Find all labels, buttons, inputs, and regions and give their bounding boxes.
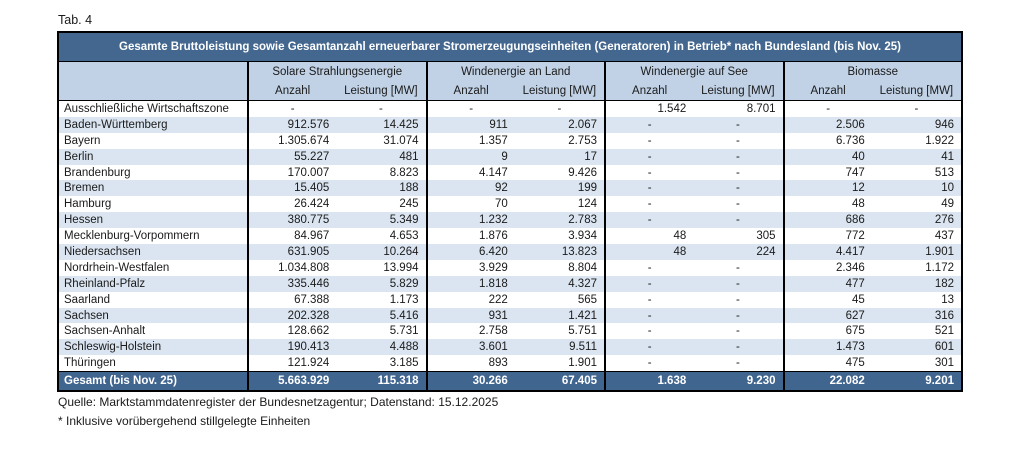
cell-value: 477 xyxy=(783,276,872,292)
cell-value: 946 xyxy=(934,118,954,131)
cell-value: 305 xyxy=(756,230,776,243)
column-sub-header: Leistung [MW] xyxy=(701,85,775,97)
cell-value: 335.446 xyxy=(247,276,336,292)
cell-value: - xyxy=(735,166,740,179)
cell-value: 2.346 xyxy=(783,260,872,276)
cell-value: 4.488 xyxy=(389,341,419,354)
column-sub-header: Leistung [MW] xyxy=(522,85,597,97)
cell-value: 893 xyxy=(426,355,515,371)
cell-value: 1.876 xyxy=(426,228,515,244)
cell-value: 41 xyxy=(941,150,954,163)
cell-value: - xyxy=(604,196,693,212)
cell-value: 124 xyxy=(577,198,597,211)
cell-value: 224 xyxy=(756,245,776,258)
cell-value: - xyxy=(604,133,693,149)
cell-value: 5.829 xyxy=(389,277,419,290)
cell-value: 5.751 xyxy=(568,325,597,338)
cell-value: - xyxy=(735,357,740,370)
cell-value: 6.420 xyxy=(426,244,515,260)
cell-value: - xyxy=(735,118,740,131)
cell-value: - xyxy=(735,341,740,354)
column-sub-header: Anzahl xyxy=(783,82,872,100)
header-bundesland-cell xyxy=(59,62,247,100)
cell-value: - xyxy=(735,261,740,274)
cell-value: 10 xyxy=(941,182,954,195)
cell-value: 1.172 xyxy=(925,261,954,274)
cell-value: 222 xyxy=(426,292,515,308)
cell-value: 5.349 xyxy=(389,214,419,227)
column-group-header: Solare Strahlungsenergie xyxy=(247,62,426,82)
cell-value: 1.922 xyxy=(925,134,954,147)
cell-value: 931 xyxy=(426,308,515,324)
cell-value: 182 xyxy=(934,277,954,290)
cell-value: 70 xyxy=(426,196,515,212)
row-label: Schleswig-Holstein xyxy=(64,341,162,354)
cell-value: 1.034.808 xyxy=(247,260,336,276)
cell-value: 31.074 xyxy=(383,134,419,147)
cell-value: 1.901 xyxy=(925,245,954,258)
total-cell-value: 1.638 xyxy=(604,372,693,390)
cell-value: - xyxy=(735,182,740,195)
cell-value: - xyxy=(735,214,740,227)
cell-value: 26.424 xyxy=(247,196,336,212)
cell-value: 40 xyxy=(783,149,872,165)
row-label: Nordrhein-Westfalen xyxy=(64,261,170,274)
table-row xyxy=(59,117,961,133)
cell-value: 190.413 xyxy=(247,339,336,355)
cell-value: 5.731 xyxy=(389,325,419,338)
cell-value: 9.426 xyxy=(568,166,597,179)
cell-value: 2.783 xyxy=(568,214,597,227)
cell-value: 1.357 xyxy=(426,133,515,149)
row-label: Thüringen xyxy=(64,357,116,370)
cell-value: 3.929 xyxy=(426,260,515,276)
cell-value: 1.818 xyxy=(426,276,515,292)
cell-value: - xyxy=(604,276,693,292)
table-row xyxy=(59,149,961,165)
cell-value: 128.662 xyxy=(247,323,336,339)
cell-value: 675 xyxy=(783,323,872,339)
total-cell-value: 9.201 xyxy=(925,375,954,388)
table-row xyxy=(59,165,961,181)
cell-value: - xyxy=(735,309,740,322)
row-label: Ausschließliche Wirtschaftszone xyxy=(64,102,229,115)
cell-value: 6.736 xyxy=(783,133,872,149)
cell-value: 5.416 xyxy=(389,309,419,322)
cell-value: 380.775 xyxy=(247,212,336,228)
cell-value: 12 xyxy=(783,180,872,196)
column-sub-header: Anzahl xyxy=(426,82,515,100)
cell-value: - xyxy=(604,149,693,165)
table-row xyxy=(59,212,961,228)
cell-value: 8.823 xyxy=(389,166,419,179)
cell-value: - xyxy=(247,101,336,117)
row-label: Sachsen-Anhalt xyxy=(64,325,146,338)
table-row xyxy=(59,355,961,371)
cell-value: - xyxy=(735,198,740,211)
cell-value: 4.327 xyxy=(568,277,597,290)
row-label: Bayern xyxy=(64,134,101,147)
cell-value: 1.173 xyxy=(389,293,419,306)
cell-value: 4.147 xyxy=(426,165,515,181)
table-row xyxy=(59,308,961,324)
cell-value: 199 xyxy=(577,182,597,195)
column-sub-header: Anzahl xyxy=(604,82,693,100)
row-label: Saarland xyxy=(64,293,111,306)
cell-value: 631.905 xyxy=(247,244,336,260)
cell-value: 1.542 xyxy=(604,101,693,117)
row-label: Baden-Württemberg xyxy=(64,118,168,131)
column-sub-header: Anzahl xyxy=(247,82,336,100)
cell-value: - xyxy=(604,165,693,181)
column-sub-header: Leistung [MW] xyxy=(344,85,418,97)
cell-value: - xyxy=(378,102,383,115)
cell-value: 15.405 xyxy=(247,180,336,196)
cell-value: 55.227 xyxy=(247,149,336,165)
row-label: Berlin xyxy=(64,150,94,163)
total-row-label: Gesamt (bis Nov. 25) xyxy=(64,375,177,388)
cell-value: 513 xyxy=(934,166,954,179)
cell-value: - xyxy=(604,117,693,133)
table-row xyxy=(59,244,961,260)
cell-value: 8.804 xyxy=(568,261,597,274)
cell-value: - xyxy=(783,101,872,117)
table-row xyxy=(59,133,961,149)
data-table xyxy=(57,31,963,392)
cell-value: 437 xyxy=(934,230,954,243)
cell-value: 316 xyxy=(934,309,954,322)
total-cell-value: 115.318 xyxy=(377,375,419,388)
cell-value: 2.753 xyxy=(568,134,597,147)
cell-value: 2.758 xyxy=(426,323,515,339)
cell-value: - xyxy=(604,308,693,324)
cell-value: 747 xyxy=(783,165,872,181)
row-label: Hessen xyxy=(64,214,103,227)
cell-value: 521 xyxy=(934,325,954,338)
cell-value: 67.388 xyxy=(247,292,336,308)
cell-value: 3.934 xyxy=(568,230,597,243)
cell-value: 13.823 xyxy=(561,245,597,258)
cell-value: 8.701 xyxy=(746,102,776,115)
cell-value: - xyxy=(735,150,740,163)
cell-value: 686 xyxy=(783,212,872,228)
cell-value: 45 xyxy=(783,292,872,308)
cell-value: 1.901 xyxy=(568,357,597,370)
asterisk-footnote: * Inklusive vorübergehend stillgelegte Einheiten xyxy=(58,414,311,428)
row-label: Mecklenburg-Vorpommern xyxy=(64,230,200,243)
cell-value: - xyxy=(604,339,693,355)
cell-value: 49 xyxy=(941,198,954,211)
cell-value: - xyxy=(735,134,740,147)
table-header xyxy=(59,62,961,101)
cell-value: 912.576 xyxy=(247,117,336,133)
cell-value: - xyxy=(914,102,919,115)
table-body xyxy=(59,101,961,371)
cell-value: - xyxy=(604,355,693,371)
cell-value: 17 xyxy=(584,150,597,163)
cell-value: - xyxy=(604,292,693,308)
cell-value: 48 xyxy=(604,228,693,244)
cell-value: 2.067 xyxy=(568,118,597,131)
cell-value: 481 xyxy=(399,150,419,163)
table-title: Gesamte Bruttoleistung sowie Gesamtanzahl erneuerbarer Stromerzeugungseinheiten (Generatoren) in Betrieb* nach Bundesland (bis Nov. 25) xyxy=(59,33,961,62)
cell-value: 13.994 xyxy=(383,261,419,274)
cell-value: - xyxy=(604,260,693,276)
table-row xyxy=(59,323,961,339)
row-label: Bremen xyxy=(64,182,105,195)
table-row xyxy=(59,339,961,355)
cell-value: - xyxy=(735,325,740,338)
cell-value: 601 xyxy=(934,341,954,354)
cell-value: 9.511 xyxy=(569,341,597,354)
cell-value: - xyxy=(735,277,740,290)
cell-value: 1.421 xyxy=(568,309,597,322)
table-row xyxy=(59,196,961,212)
total-cell-value: 9.230 xyxy=(746,375,776,388)
cell-value: 9 xyxy=(426,149,515,165)
cell-value: 565 xyxy=(577,293,597,306)
cell-value: 3.185 xyxy=(389,357,419,370)
cell-value: 4.653 xyxy=(389,230,419,243)
table-row xyxy=(59,228,961,244)
cell-value: 10.264 xyxy=(383,245,419,258)
cell-value: - xyxy=(735,293,740,306)
cell-value: 48 xyxy=(783,196,872,212)
cell-value: 1.473 xyxy=(783,339,872,355)
cell-value: 1.232 xyxy=(426,212,515,228)
total-row xyxy=(59,371,961,390)
cell-value: 48 xyxy=(604,244,693,260)
cell-value: 202.328 xyxy=(247,308,336,324)
cell-value: 2.506 xyxy=(783,117,872,133)
total-cell-value: 67.405 xyxy=(561,375,597,388)
cell-value: 84.967 xyxy=(247,228,336,244)
cell-value: - xyxy=(604,323,693,339)
cell-value: 92 xyxy=(426,180,515,196)
cell-value: - xyxy=(426,101,515,117)
total-cell-value: 5.663.929 xyxy=(247,372,336,390)
table-row xyxy=(59,101,961,117)
row-label: Rheinland-Pfalz xyxy=(64,277,146,290)
table-row xyxy=(59,292,961,308)
table-row xyxy=(59,180,961,196)
cell-value: 1.305.674 xyxy=(247,133,336,149)
total-cell-value: 30.266 xyxy=(426,372,515,390)
cell-value: - xyxy=(604,180,693,196)
column-group-header: Windenergie an Land xyxy=(426,62,605,82)
table-row xyxy=(59,276,961,292)
column-group-header: Biomasse xyxy=(783,62,962,82)
cell-value: 475 xyxy=(783,355,872,371)
cell-value: 14.425 xyxy=(383,118,419,131)
cell-value: 170.007 xyxy=(247,165,336,181)
table-row xyxy=(59,260,961,276)
row-label: Brandenburg xyxy=(64,166,131,179)
row-label: Niedersachsen xyxy=(64,245,141,258)
column-sub-header: Leistung [MW] xyxy=(879,85,954,97)
cell-value: 772 xyxy=(783,228,872,244)
column-group-header: Windenergie auf See xyxy=(604,62,783,82)
cell-value: 13 xyxy=(941,293,954,306)
cell-value: 245 xyxy=(399,198,419,211)
cell-value: - xyxy=(604,212,693,228)
row-label: Hamburg xyxy=(64,198,112,211)
table-number-label: Tab. 4 xyxy=(58,13,93,27)
cell-value: - xyxy=(557,102,562,115)
cell-value: 301 xyxy=(934,357,954,370)
cell-value: 627 xyxy=(783,308,872,324)
cell-value: 3.601 xyxy=(426,339,515,355)
cell-value: 276 xyxy=(934,214,954,227)
cell-value: 4.417 xyxy=(783,244,872,260)
cell-value: 188 xyxy=(399,182,419,195)
row-label: Sachsen xyxy=(64,309,109,322)
total-cell-value: 22.082 xyxy=(783,372,872,390)
source-note: Quelle: Marktstammdatenregister der Bundesnetzagentur; Datenstand: 15.12.2025 xyxy=(58,395,499,409)
cell-value: 911 xyxy=(426,117,515,133)
cell-value: 121.924 xyxy=(247,355,336,371)
